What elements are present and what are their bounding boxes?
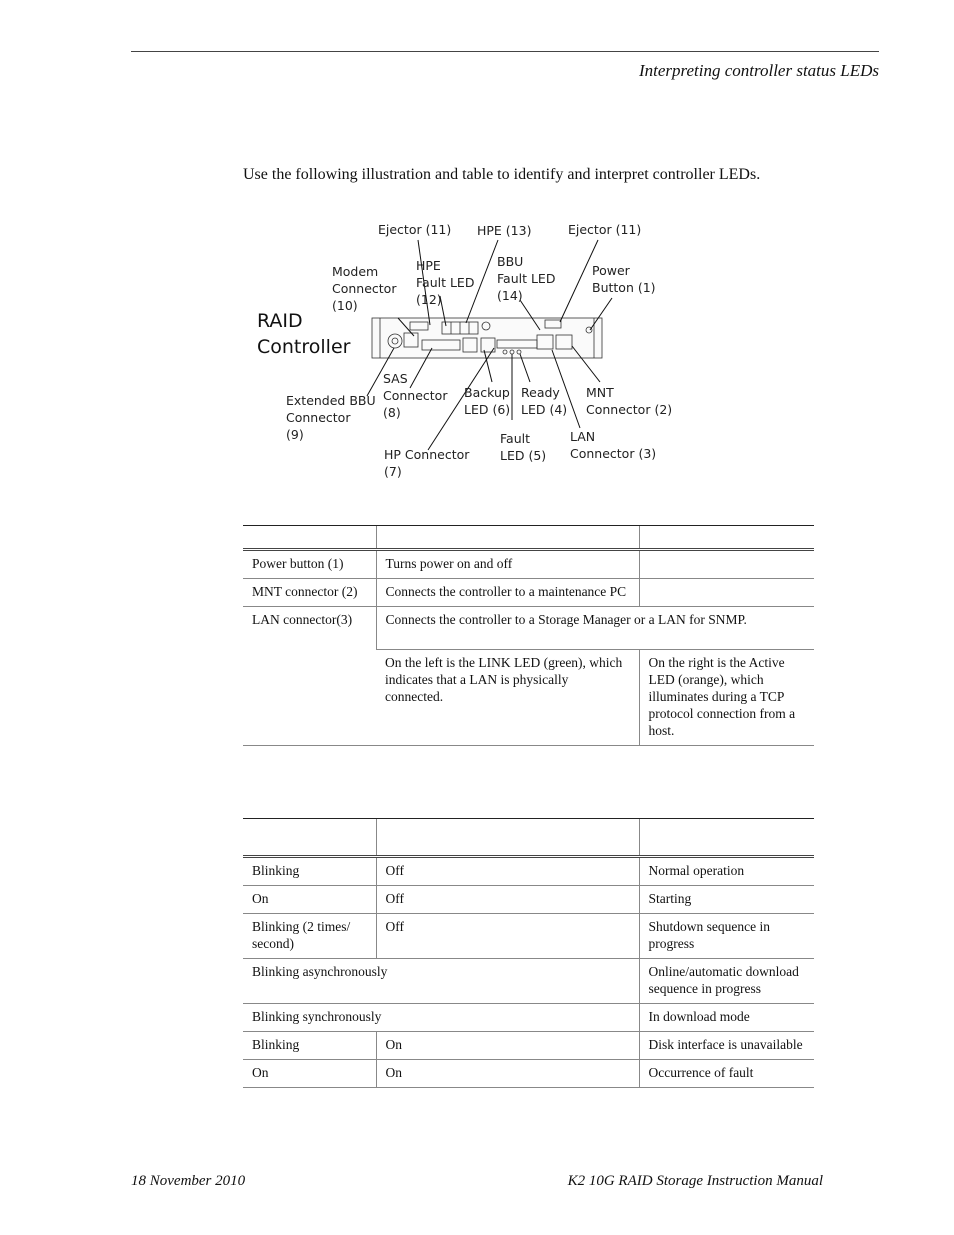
- table-cell: Disk interface is unavailable: [639, 1032, 814, 1060]
- table-cell: On: [376, 1032, 639, 1060]
- table-cell: MNT connector (2): [243, 579, 376, 607]
- table-cell: Connects the controller to a maintenance PC: [376, 579, 639, 607]
- footer-manual-title: K2 10G RAID Storage Instruction Manual: [567, 1173, 823, 1189]
- table-cell: Blinking synchronously: [243, 1004, 639, 1032]
- intro-paragraph: Use the following illustration and table to identify and interpret controller LEDs.: [243, 166, 761, 183]
- table-cell: Off: [376, 914, 639, 959]
- footer-date: 18 November 2010: [131, 1173, 246, 1189]
- table-cell: Online/automatic download sequence in progress: [639, 959, 814, 1004]
- table-cell: Occurrence of fault: [639, 1060, 814, 1088]
- table-row: [243, 914, 814, 959]
- table-row: [243, 607, 814, 650]
- table-row: [243, 886, 814, 914]
- label-ready-led: Ready LED (4): [521, 385, 568, 417]
- table-cell: Normal operation: [639, 857, 814, 886]
- controller-illustration: [0, 0, 954, 500]
- label-mnt-connector: MNT Connector (2): [586, 385, 673, 417]
- table-row: [243, 1032, 814, 1060]
- label-hpe-fault-led: HPE Fault LED (12): [416, 258, 475, 307]
- label-hpe: HPE (13): [477, 223, 532, 238]
- table-row: [243, 857, 814, 886]
- table-cell: On: [243, 886, 376, 914]
- table-header-row: [243, 819, 814, 857]
- table-cell: Blinking: [243, 1032, 376, 1060]
- label-fault-led: Fault LED (5): [500, 431, 547, 463]
- connector-table: [243, 525, 814, 746]
- table-row: [243, 579, 814, 607]
- label-hp-connector: HP Connector (7): [384, 447, 470, 479]
- label-bbu-fault-led: BBU Fault LED (14): [497, 254, 556, 303]
- table-cell: On: [243, 1060, 376, 1088]
- table-cell: In download mode: [639, 1004, 814, 1032]
- label-modem-connector: Modem Connector (10): [332, 264, 397, 313]
- table-row: [243, 959, 814, 1004]
- table-row: [243, 1060, 814, 1088]
- table-cell: Connects the controller to a Storage Manager or a LAN for SNMP.: [376, 607, 814, 650]
- table-cell: LAN connector(3): [243, 607, 376, 746]
- label-sas-connector: SAS Connector (8): [383, 371, 448, 420]
- label-power-button: Power Button (1): [592, 263, 656, 295]
- label-backup-led: Backup LED (6): [464, 385, 511, 417]
- table-header-row: [243, 526, 814, 550]
- table-cell: Blinking: [243, 857, 376, 886]
- table-cell: Off: [376, 886, 639, 914]
- table-cell: Starting: [639, 886, 814, 914]
- label-lan-connector: LAN Connector (3): [570, 429, 657, 461]
- table-cell: Turns power on and off: [376, 550, 639, 579]
- table-row: [243, 1004, 814, 1032]
- raid-controller-title: RAID Controller: [257, 310, 351, 358]
- table-cell: [639, 550, 814, 579]
- running-title: Interpreting controller status LEDs: [638, 61, 879, 80]
- label-extended-bbu-connector: Extended BBU Connector (9): [286, 393, 376, 442]
- table-cell: Blinking asynchronously: [243, 959, 639, 1004]
- table-cell: Shutdown sequence in progress: [639, 914, 814, 959]
- table-cell: On: [376, 1060, 639, 1088]
- led-status-table: [243, 818, 814, 1088]
- table-cell: On the right is the Active LED (orange), which illuminates during a TCP protocol connection from a host.: [639, 650, 814, 746]
- table-row: [243, 550, 814, 579]
- label-ejector-left: Ejector (11): [378, 222, 452, 237]
- table-cell: Power button (1): [243, 550, 376, 579]
- table-cell: [639, 579, 814, 607]
- table-cell: Off: [376, 857, 639, 886]
- label-ejector-right: Ejector (11): [568, 222, 642, 237]
- table-cell: On the left is the LINK LED (green), which indicates that a LAN is physically connected.: [376, 650, 639, 746]
- table-cell: Blinking (2 times/ second): [243, 914, 376, 959]
- raid-controller-diagram: [0, 0, 954, 500]
